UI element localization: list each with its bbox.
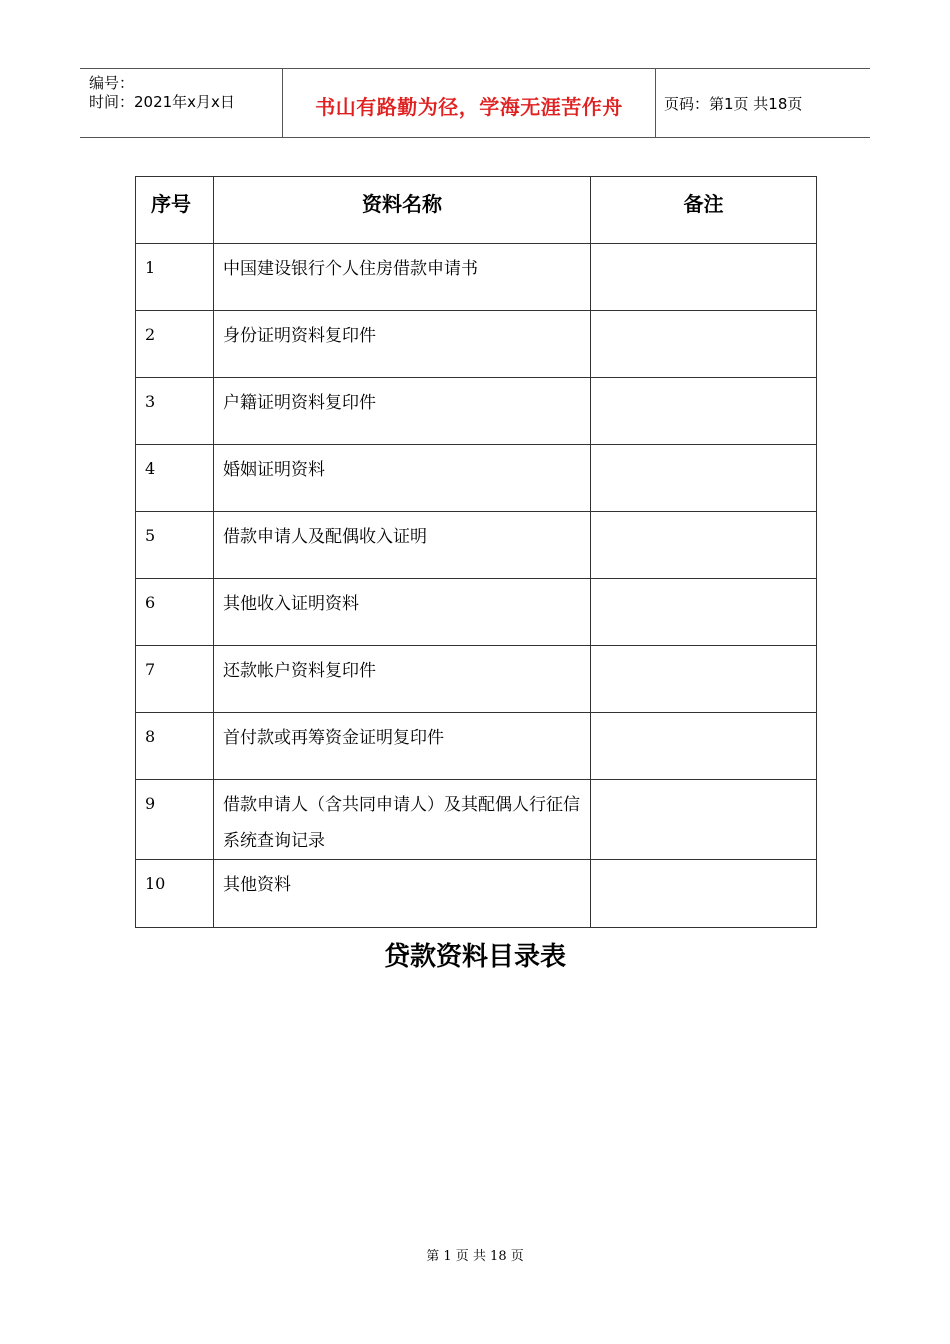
row-number: 10 (136, 860, 214, 928)
materials-table (135, 176, 817, 928)
row-name: 其他收入证明资料 (214, 579, 591, 646)
document-title: 贷款资料目录表 (383, 942, 566, 972)
header-name: 资料名称 (214, 177, 591, 244)
header-right-cell (655, 69, 870, 137)
table-row (136, 579, 817, 646)
header-serial: 序号 (136, 177, 214, 244)
row-number: 4 (136, 445, 214, 512)
row-name: 首付款或再筹资金证明复印件 (214, 713, 591, 780)
date-label: 时间：2021年x月x日 (89, 93, 235, 111)
row-number: 7 (136, 646, 214, 713)
table-row (136, 311, 817, 378)
table-row (136, 646, 817, 713)
row-number: 2 (136, 311, 214, 378)
table-row (136, 445, 817, 512)
row-note (591, 244, 817, 311)
row-number: 5 (136, 512, 214, 579)
page-header (80, 68, 870, 138)
table-row (136, 713, 817, 780)
row-note (591, 860, 817, 928)
row-note (591, 512, 817, 579)
row-number: 1 (136, 244, 214, 311)
row-name: 身份证明资料复印件 (214, 311, 591, 378)
row-number: 6 (136, 579, 214, 646)
row-name: 还款帐户资料复印件 (214, 646, 591, 713)
row-note (591, 579, 817, 646)
row-note (591, 646, 817, 713)
page-footer: 第 1 页 共 18 页 (426, 1249, 524, 1264)
row-note (591, 378, 817, 445)
table-row (136, 780, 817, 860)
number-label: 编号： (89, 74, 135, 92)
row-number: 3 (136, 378, 214, 445)
header-left-cell (80, 69, 282, 137)
row-note (591, 311, 817, 378)
table-row (136, 512, 817, 579)
row-number: 8 (136, 713, 214, 780)
motto-text: 书山有路勤为径，学海无涯苦作舟 (315, 95, 623, 119)
table-header-row (136, 177, 817, 244)
row-name: 户籍证明资料复印件 (214, 378, 591, 445)
header-center-cell (282, 69, 656, 137)
row-name: 婚姻证明资料 (214, 445, 591, 512)
row-name: 其他资料 (214, 860, 591, 928)
header-remark: 备注 (591, 177, 817, 244)
row-name: 借款申请人及配偶收入证明 (214, 512, 591, 579)
table-row (136, 378, 817, 445)
row-number: 9 (136, 780, 214, 860)
page-info: 页码：第1页 共18页 (664, 95, 803, 113)
row-note (591, 445, 817, 512)
table-row (136, 244, 817, 311)
row-note (591, 713, 817, 780)
table-row (136, 860, 817, 928)
row-name: 借款申请人（含共同申请人）及其配偶人行征信系统查询记录 (214, 780, 591, 860)
row-note (591, 780, 817, 860)
row-name: 中国建设银行个人住房借款申请书 (214, 244, 591, 311)
